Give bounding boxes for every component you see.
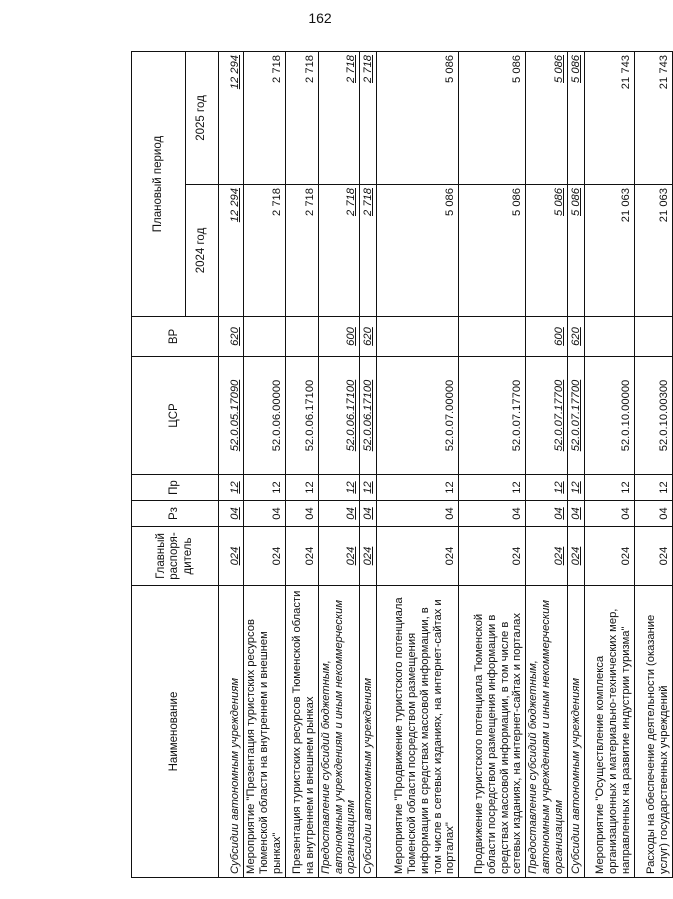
row-2025-cell: 2 718: [360, 51, 377, 184]
row-2025-cell: 5 086: [526, 51, 568, 184]
row-2025-cell: 2 718: [285, 51, 318, 184]
row-csr-cell: 52.0.07.17700: [567, 357, 584, 475]
row-2024-cell: 21 063: [634, 185, 672, 317]
row-csr-cell: 52.0.05.17090: [219, 357, 244, 475]
row-name-cell: Расходы на обеспечение деятельности (оказание услуг) государственных учреждений: [634, 586, 672, 878]
table-row: [318, 51, 360, 877]
row-vr-cell: [584, 317, 634, 357]
header-name: Наименование: [132, 586, 219, 878]
row-vr-cell: [285, 317, 318, 357]
row-name-cell: Презентация туристских ресурсов Тюменской области на внутреннем и внешнем рынках: [285, 586, 318, 878]
row-chief-cell: 024: [526, 527, 568, 586]
row-name-cell: Субсидии автономным учреждениям: [567, 586, 584, 878]
row-2024-cell: 2 718: [285, 185, 318, 317]
page-number: 162: [308, 10, 332, 26]
row-csr-cell: 52.0.07.00000: [377, 357, 459, 475]
row-2025-cell: 2 718: [244, 51, 286, 184]
row-csr-cell: 52.0.06.17100: [360, 357, 377, 475]
row-csr-cell: 52.0.07.17700: [526, 357, 568, 475]
row-pr-cell: 12: [285, 475, 318, 501]
table-row: [219, 51, 244, 877]
row-rz-cell: 04: [318, 501, 360, 527]
row-pr-cell: 12: [219, 475, 244, 501]
rotated-sheet: [131, 52, 670, 878]
row-vr-cell: 620: [360, 317, 377, 357]
row-name-cell: Продвижение туристского потенциала Тюменской области посредством размещения информации в средствах массовой информации, в том числе в сетевых изданиях, на интернет-сайтах и порталах: [459, 586, 526, 878]
table-row: [285, 51, 318, 877]
row-vr-cell: [634, 317, 672, 357]
row-2025-cell: 2 718: [318, 51, 360, 184]
row-name-cell: Субсидии автономным учреждениям: [219, 586, 244, 878]
header-vr: ВР: [132, 317, 219, 357]
row-pr-cell: 12: [377, 475, 459, 501]
row-2025-cell: 12 294: [219, 51, 244, 184]
row-chief-cell: 024: [285, 527, 318, 586]
row-vr-cell: 620: [567, 317, 584, 357]
row-chief-cell: 024: [360, 527, 377, 586]
row-vr-cell: 600: [526, 317, 568, 357]
row-2025-cell: 21 743: [634, 51, 672, 184]
row-name-cell: Мероприятие "Презентация туристских ресурсов Тюменской области на внутреннем и внешнем рынках": [244, 586, 286, 878]
row-rz-cell: 04: [634, 501, 672, 527]
row-chief-cell: 024: [584, 527, 634, 586]
row-pr-cell: 12: [459, 475, 526, 501]
header-rz: Рз: [132, 501, 219, 527]
row-chief-cell: 024: [219, 527, 244, 586]
row-rz-cell: 04: [526, 501, 568, 527]
row-csr-cell: 52.0.06.17100: [285, 357, 318, 475]
row-2025-cell: 5 086: [459, 51, 526, 184]
row-chief-cell: 024: [318, 527, 360, 586]
row-pr-cell: 12: [567, 475, 584, 501]
budget-table: [131, 51, 673, 878]
row-csr-cell: 52.0.10.00300: [634, 357, 672, 475]
table-row: [526, 51, 568, 877]
row-chief-cell: 024: [377, 527, 459, 586]
row-csr-cell: 52.0.06.17100: [318, 357, 360, 475]
row-2025-cell: 21 743: [584, 51, 634, 184]
table-row: [377, 51, 459, 877]
row-chief-cell: 024: [459, 527, 526, 586]
row-rz-cell: 04: [567, 501, 584, 527]
row-vr-cell: [244, 317, 286, 357]
row-2024-cell: 2 718: [360, 185, 377, 317]
table-row: [584, 51, 634, 877]
row-2025-cell: 5 086: [377, 51, 459, 184]
table-row: [244, 51, 286, 877]
table-row: [360, 51, 377, 877]
row-vr-cell: 620: [219, 317, 244, 357]
table-row: [459, 51, 526, 877]
row-csr-cell: 52.0.10.00000: [584, 357, 634, 475]
row-vr-cell: [459, 317, 526, 357]
header-year-2024: 2024 год: [186, 185, 219, 317]
row-csr-cell: 52.0.06.00000: [244, 357, 286, 475]
row-chief-cell: 024: [634, 527, 672, 586]
header-plan-period: Плановый период: [132, 51, 186, 316]
row-2024-cell: 2 718: [318, 185, 360, 317]
row-2024-cell: 5 086: [377, 185, 459, 317]
row-rz-cell: 04: [219, 501, 244, 527]
header-csr: ЦСР: [132, 357, 219, 475]
row-name-cell: Мероприятие "Продвижение туристского потенциала Тюменской области посредством размещения информации в средствах массовой информации, в том числе в сетевых изданиях, на интернет-сайтах и порталах": [377, 586, 459, 878]
row-2024-cell: 12 294: [219, 185, 244, 317]
row-rz-cell: 04: [377, 501, 459, 527]
row-rz-cell: 04: [459, 501, 526, 527]
row-name-cell: Мероприятие "Осуществление комплекса организационных и материально-технических мер, направленных на развитие индустрии туризма": [584, 586, 634, 878]
row-chief-cell: 024: [244, 527, 286, 586]
table-body: [219, 51, 673, 877]
row-2024-cell: 5 086: [567, 185, 584, 317]
row-pr-cell: 12: [360, 475, 377, 501]
row-rz-cell: 04: [360, 501, 377, 527]
row-pr-cell: 12: [634, 475, 672, 501]
row-rz-cell: 04: [285, 501, 318, 527]
header-pr: Пр: [132, 475, 219, 501]
row-rz-cell: 04: [244, 501, 286, 527]
table-row: [567, 51, 584, 877]
row-name-cell: Предоставление субсидий бюджетным, автономным учреждениям и иным некоммерческим организациям: [318, 586, 360, 878]
row-name-cell: Субсидии автономным учреждениям: [360, 586, 377, 878]
row-2024-cell: 5 086: [526, 185, 568, 317]
row-pr-cell: 12: [584, 475, 634, 501]
row-pr-cell: 12: [526, 475, 568, 501]
row-2024-cell: 5 086: [459, 185, 526, 317]
row-2024-cell: 21 063: [584, 185, 634, 317]
row-pr-cell: 12: [244, 475, 286, 501]
row-pr-cell: 12: [318, 475, 360, 501]
row-rz-cell: 04: [584, 501, 634, 527]
table-row: [634, 51, 672, 877]
header-chief: Главный распоря-дитель: [132, 527, 219, 586]
row-csr-cell: 52.0.07.17700: [459, 357, 526, 475]
row-chief-cell: 024: [567, 527, 584, 586]
row-2025-cell: 5 086: [567, 51, 584, 184]
row-name-cell: Предоставление субсидий бюджетным, автономным учреждениям и иным некоммерческим организациям: [526, 586, 568, 878]
header-year-2025: 2025 год: [186, 51, 219, 184]
row-2024-cell: 2 718: [244, 185, 286, 317]
row-vr-cell: 600: [318, 317, 360, 357]
row-vr-cell: [377, 317, 459, 357]
